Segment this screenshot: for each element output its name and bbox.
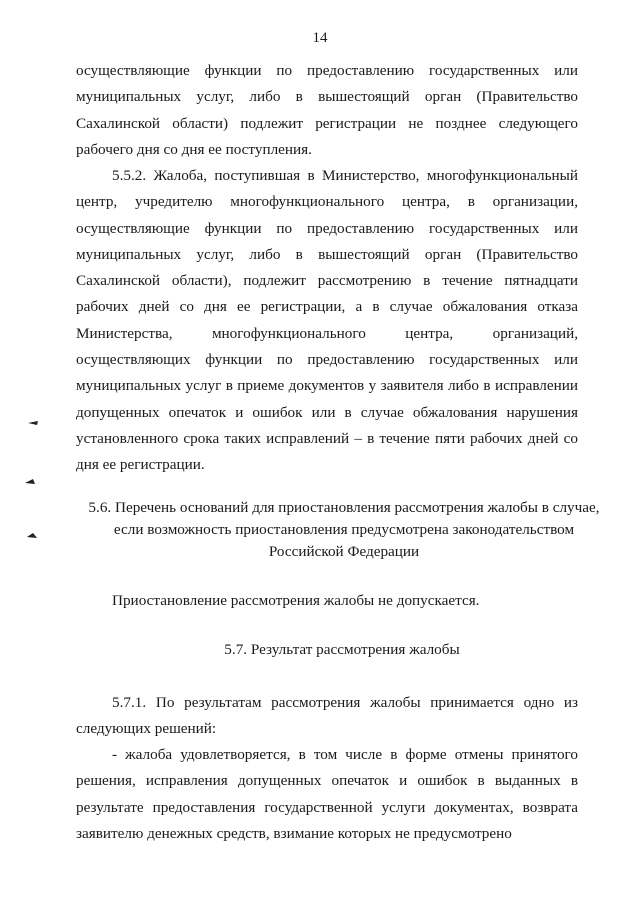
paragraph-5-7-1: 5.7.1. По результатам рассмотрения жалобы принимается одно из следующих решений: — [76, 694, 578, 738]
paragraph-continuation: осуществляющие функции по предоставлению государственных или муниципальных услуг, либо в вышестоящий орган (Правительство Сахалинской области) подлежит регистрации не позднее следующего рабочего дня со дня ее поступления. — [76, 62, 578, 158]
page-number: 14 — [312, 30, 328, 46]
section-heading-5-7: 5.7. Результат рассмотрения жалобы — [224, 641, 460, 658]
scan-mark-icon — [27, 533, 37, 539]
section-heading-5-6: 5.6. Перечень оснований для приостановления рассмотрения жалобы в случае, если возможность приостановления предусмотрена законодательством Российской Федерации — [88, 499, 600, 560]
paragraph-complaint-satisfied: - жалоба удовлетворяется, в том числе в форме отмены принятого решения, исправления допущенных опечаток и ошибок в выданных в результате предоставления государственной услуги документах, возврата заявителю денежных средств, взимание которых не предусмотрено — [76, 746, 578, 842]
paragraph-no-suspension: Приостановление рассмотрения жалобы не допускается. — [112, 592, 480, 609]
scan-mark-icon — [28, 420, 38, 426]
scan-mark-icon — [25, 479, 35, 485]
paragraph-5-5-2: 5.5.2. Жалоба, поступившая в Министерство, многофункциональный центр, учредителю многофункционального центра, в организации, осуществляющие функции по предоставлению государственных или муниципальных услуг, либо в вышестоящий орган (Правительство Сахалинской области), подлежит рассмотрению в течение пятнадцати рабочих дней со дня ее регистрации, а в случае обжалования отказа Министерства, многофункционального центра, организаций, осуществляющих функции по предоставлению государственных или муниципальных услуг в приеме документов у заявителя либо в исправлении допущенных опечаток и ошибок или в случае обжалования нарушения установленного срока таких исправлений – в течение пяти рабочих дней со дня ее регистрации. — [76, 167, 578, 474]
